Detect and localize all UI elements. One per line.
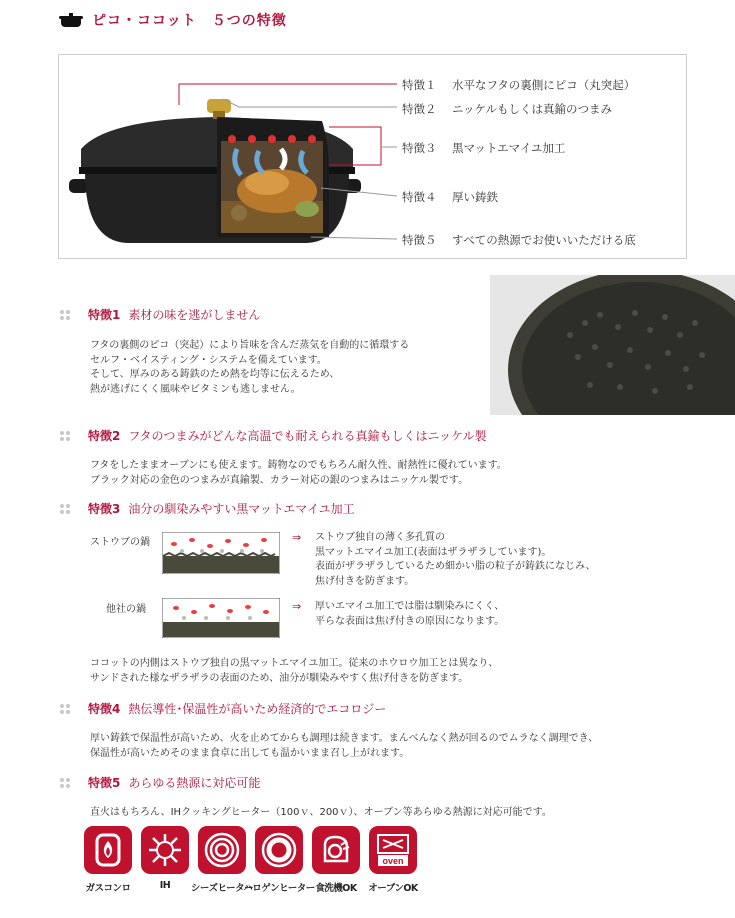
sheath-heater-label: シーズヒーター: [190, 883, 254, 894]
dishwasher-label: 食洗機OK: [315, 883, 357, 894]
bullet-dots-icon: [60, 504, 70, 514]
heat-source-icons: [84, 826, 417, 894]
gas-flame-icon: [84, 826, 132, 874]
bullet-dots-icon: [60, 431, 70, 441]
bullet-dots-icon: [60, 778, 70, 788]
staub-pot-description: ストウブ独自の薄く多孔質の 黒マットエマイユ加工(表面はザラザラしています)。 表面がザラザラしているため細かい脂の粒子が鋳鉄になじみ、 焦げ付きを防ぎます。: [315, 532, 596, 587]
dishwasher-icon: [312, 826, 360, 874]
gas-stove-label: ガスコンロ: [85, 883, 131, 894]
oven-badge-text: oven: [382, 856, 404, 866]
arrow-icon: ⇒: [292, 600, 302, 613]
page-header: [58, 10, 287, 30]
halogen-heater-icon: [255, 826, 303, 874]
ih-item: [141, 826, 189, 894]
feature-2-heading: 特徴2 フタのつまみがどんな高温でも耐えられる真鍮もしくはニッケル製: [60, 427, 486, 444]
staub-surface-diagram: [162, 532, 280, 574]
feature-4-body: 厚い鋳鉄で保温性が高いため、火を止めてからも調理は続きます。まんべんなく熱が回るのでムラなく調理でき、 保温性が高いためそのまま食卓に出しても温かいまま召し上がれます。: [90, 733, 599, 759]
ih-label: IH: [159, 880, 171, 891]
ih-icon: [141, 826, 189, 874]
arrow-icon: ⇒: [292, 531, 302, 544]
oven-item: [369, 826, 417, 894]
oven-icon: [369, 826, 417, 874]
sheath-heater-item: [190, 826, 254, 894]
pot-icon: [58, 13, 84, 27]
feature-5-body: 直火はもちろん、IHクッキングヒーター（100ｖ、200ｖ）、オーブン等あらゆる熱源に対応可能です。: [90, 807, 552, 818]
gas-stove-item: [84, 826, 132, 894]
callout-feature-4: 特徴４ 厚い鋳鉄: [402, 190, 498, 204]
bullet-dots-icon: [60, 310, 70, 320]
other-pot-description: 厚いエマイユ加工では脂は馴染みにくく、 平らな表面は焦げ付きの原因になります。: [315, 601, 505, 627]
oven-label: オーブンOK: [368, 883, 418, 894]
lid-photo-image: [490, 275, 735, 415]
page-title: ピコ・ココット ５つの特徴: [92, 13, 287, 29]
halogen-heater-label: ハロゲンヒーター: [243, 883, 315, 894]
feature-3-body: ココットの内側はストウブ独自の黒マットエマイユ加工。従来のホウロウ加工とは異なり、 サンドされた様なザラザラの表面のため、油分が馴染みやすく焦げ付きを防ぎます。: [90, 658, 499, 684]
feature-4-heading: 特徴4 熱伝導性･保温性が高いため経済的でエコロジー: [60, 700, 386, 717]
feature-5-heading: 特徴5 あらゆる熱源に対応可能: [60, 774, 260, 791]
other-surface-diagram: [162, 598, 280, 638]
feature-2-body: フタをしたままオーブンにも使えます。鋳物なのでもちろん耐久性、耐熱性に優れています。 ブラック対応の金色のつまみが真鍮製、カラー対応の銀のつまみはニッケル製です。: [90, 460, 507, 486]
staub-pot-label: ストウブの鍋: [90, 537, 150, 548]
bullet-dots-icon: [60, 704, 70, 714]
callout-feature-2: 特徴２ ニッケルもしくは真鍮のつまみ: [402, 102, 612, 116]
dishwasher-item: [312, 826, 360, 894]
halogen-heater-item: [243, 826, 315, 894]
feature-overview-box: [58, 54, 687, 259]
callout-feature-3: 特徴３ 黒マットエマイユ加工: [402, 141, 566, 155]
feature-1-heading: 特徴1 素材の味を逃がしません: [60, 306, 260, 323]
feature-1-body: フタの裏側のピコ（突起）により旨味を含んだ蒸気を自動的に循環する セルフ・ベイスティング・システムを備えています。 そして、厚みのある鋳鉄のため熱を均等に伝えるため、 熱が逃げにくく風味やビタミンも逃しません。: [90, 340, 410, 395]
callout-feature-1: 特徴１ 水平なフタの裏側にピコ（丸突起）: [402, 78, 636, 92]
sheath-heater-icon: [198, 826, 246, 874]
callout-feature-5: 特徴５ すべての熱源でお使いいただける底: [402, 233, 636, 247]
other-pot-label: 他社の鍋: [106, 604, 146, 615]
feature-3-heading: 特徴3 油分の馴染みやすい黒マットエマイユ加工: [60, 500, 355, 517]
